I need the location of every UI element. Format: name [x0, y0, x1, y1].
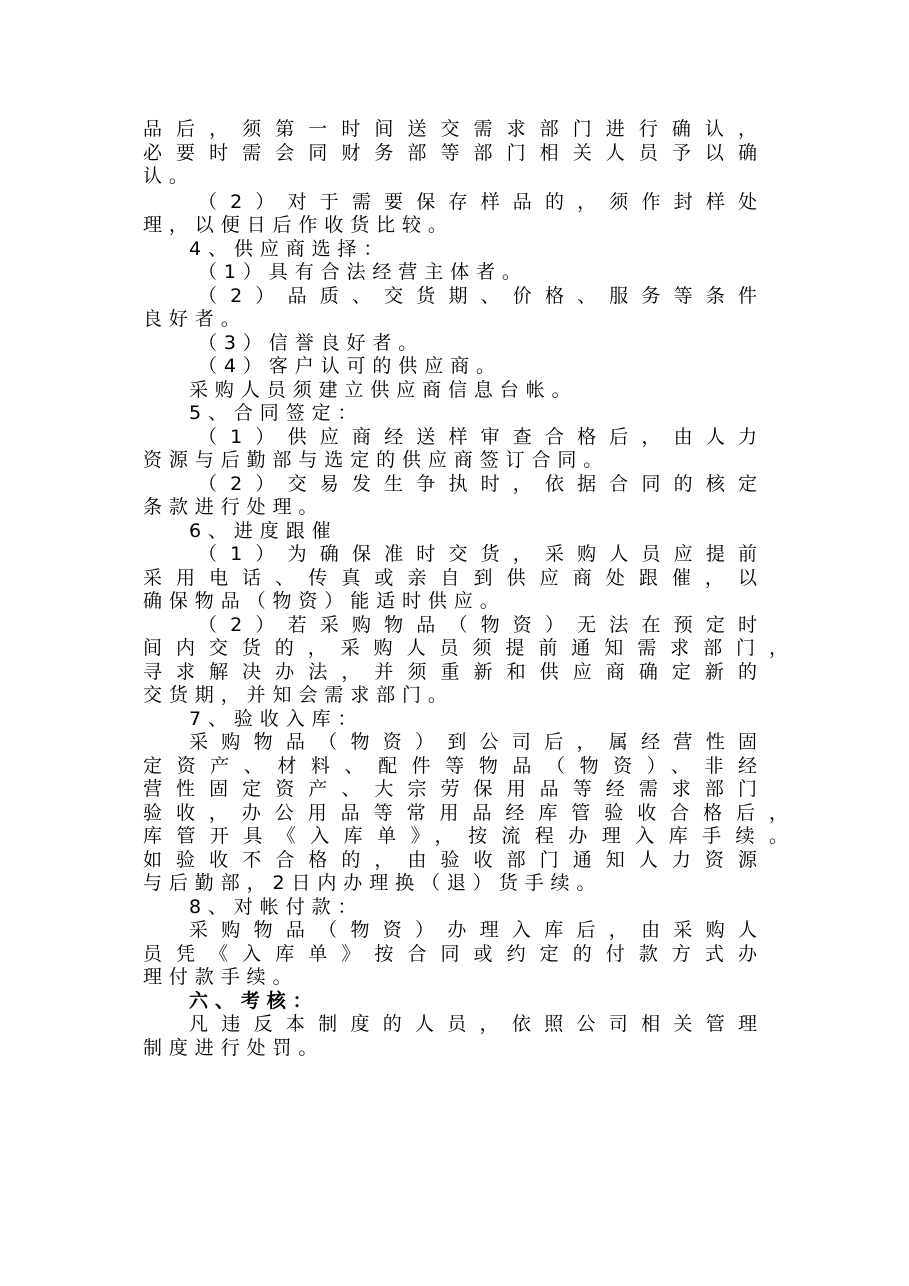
- section-heading: 4、供应商选择：: [189, 237, 390, 260]
- paragraph-line: 间内交货的，采购人员须提前通知需求部门，: [143, 637, 788, 659]
- paragraph-line: 确保物品（物资）能适时供应。: [143, 590, 506, 612]
- paragraph-line: 验收，办公用品等常用品经库管验收合格后，: [143, 801, 788, 824]
- chapter-heading: 六、考核：: [189, 989, 319, 1012]
- paragraph-line: （3）信誉良好者。: [198, 331, 425, 354]
- paragraph-line: 理付款手续。: [143, 966, 299, 988]
- paragraph-line: 定资产、材料、配件等物品（物资）、非经: [143, 754, 757, 777]
- paragraph-line: 制度进行处罚。: [143, 1036, 325, 1059]
- paragraph-line: 认。: [143, 165, 195, 187]
- paragraph-line: （2）交易发生争执时，依据合同的核定: [198, 472, 757, 495]
- paragraph-line: （4）客户认可的供应商。: [198, 355, 502, 377]
- paragraph-line: 采购物品（物资）办理入库后，由采购人: [189, 919, 757, 941]
- paragraph-line: 必要时需会同财务部等部门相关人员予以确: [143, 141, 757, 164]
- document-body: [143, 118, 788, 1060]
- paragraph-line: 如验收不合格的，由验收部门通知人力资源: [143, 848, 757, 871]
- paragraph-line: 资源与后勤部与选定的供应商签订合同。: [143, 449, 610, 471]
- paragraph-line: （1）供应商经送样审查合格后，由人力: [198, 425, 757, 448]
- section-heading: 6、进度跟催: [189, 519, 338, 542]
- paragraph-line: 采购人员须建立供应商信息台帐。: [189, 378, 578, 401]
- paragraph-line: 品后，须第一时间送交需求部门进行确认，: [143, 118, 757, 140]
- paragraph-line: 员凭《入库单》按合同或约定的付款方式办: [143, 942, 757, 965]
- section-heading: 7、验收入库：: [189, 707, 364, 730]
- paragraph-line: 寻求解决办法，并须重新和供应商确定新的: [143, 660, 757, 683]
- paragraph-line: （1）具有合法经营主体者。: [198, 261, 528, 283]
- section-heading: 5、合同签定：: [189, 402, 364, 424]
- paragraph-line: 库管开具《入库单》，按流程办理入库手续。: [143, 825, 788, 847]
- paragraph-line: 采购物品（物资）到公司后，属经营性固: [189, 731, 757, 753]
- paragraph-line: （2）若采购物品（物资）无法在预定时: [198, 613, 757, 636]
- paragraph-line: 条款进行处理。: [143, 496, 325, 518]
- paragraph-line: （2）对于需要保存样品的，须作封样处: [198, 190, 757, 213]
- paragraph-line: 与后勤部，2日内办理换（退）货手续。: [143, 872, 603, 894]
- paragraph-line: 交货期，并知会需求部门。: [143, 684, 454, 706]
- paragraph-line: 理，以便日后作收货比较。: [143, 214, 454, 236]
- section-heading: 8、对帐付款：: [189, 895, 364, 918]
- paragraph-line: （2）品质、交货期、价格、服务等条件: [198, 284, 757, 307]
- paragraph-line: （1）为确保准时交货，采购人员应提前: [198, 543, 757, 565]
- paragraph-line: 凡违反本制度的人员，依照公司相关管理: [189, 1013, 757, 1035]
- paragraph-line: 良好者。: [143, 308, 247, 330]
- paragraph-line: 采用电话、传真或亲自到供应商处跟催，以: [143, 566, 757, 589]
- paragraph-line: 营性固定资产、大宗劳保用品等经需求部门: [143, 778, 757, 800]
